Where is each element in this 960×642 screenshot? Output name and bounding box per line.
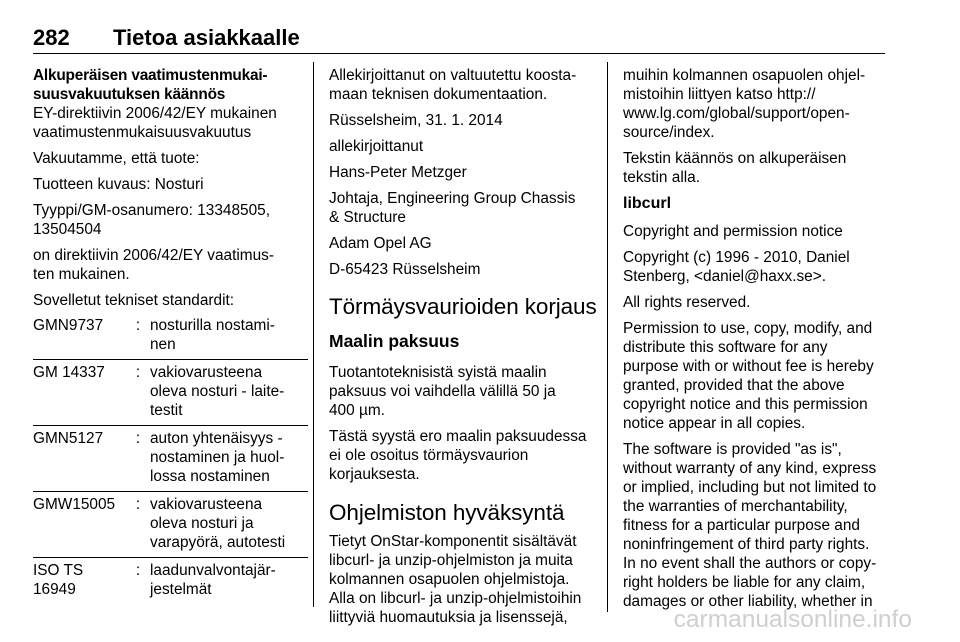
section-heading-collision-repair: Törmäysvaurioiden korjaus	[329, 294, 597, 319]
company-address: D-65423 Rüsselsheim	[329, 261, 481, 278]
standards-intro: Sovelletut tekniset standardit:	[33, 292, 235, 309]
column-divider-1	[313, 62, 314, 607]
company-name: Adam Opel AG	[329, 235, 432, 252]
declaration-heading: Alkuperäisen vaatimustenmukai- suusvakuutuksen käännös	[33, 67, 268, 103]
software-paragraph: Tietyt OnStar-komponentit sisältävät libcurl- ja unzip-ohjelmiston ja muita kolmannen osapuolen ohjelmistoja. Alla on libcurl- ja unzip-ohjelmistoihin liittyviä huomautuksia ja lisenssejä,	[329, 533, 582, 626]
column-2	[329, 66, 604, 634]
copyright-line: Copyright (c) 1996 - 2010, Daniel Stenberg, <daniel@haxx.se>.	[623, 249, 850, 285]
standards-table	[33, 316, 308, 604]
signatory-name: Hans-Peter Metzger	[329, 164, 467, 181]
signatory-label: allekirjoittanut	[329, 138, 424, 155]
conformity-paragraph: on direktiivin 2006/42/EY vaatimus- ten mukainen.	[33, 247, 274, 283]
product-description: Tuotteen kuvaus: Nosturi	[33, 176, 204, 193]
table-row: GMN5127 : auton yhtenäisyys - nostaminen ja huol- lossa nostaminen	[33, 426, 308, 492]
table-row: GMN9737 : nosturilla nostami- nen	[33, 316, 308, 360]
page-header	[33, 24, 885, 54]
permission-paragraph: Permission to use, copy, modify, and distribute this software for any purpose with or without fee is hereby granted, provided that the above copyright notice and this permission notice appear in all copies.	[623, 320, 874, 432]
directive-paragraph: EY-direktiivin 2006/42/EY mukainen vaatimustenmukaisuusvakuutus	[33, 105, 277, 141]
table-row: ISO TS 16949 : laadunvalvontajär- jestelmät	[33, 562, 276, 598]
warranty-paragraph: The software is provided "as is", without warranty of any kind, express or implied, including but not limited to the warranties of merchantability, fitness for a particular purpose and noninfringement of third party rights. In no event shall the authors or copy- right holders be liable for any claim, damages or other liability, whether in	[623, 441, 877, 610]
authorization-paragraph: Allekirjoittanut on valtuutettu koosta- maan teknisen dokumentaation.	[329, 67, 577, 103]
translation-note: Tekstin käännös on alkuperäisen tekstin alla.	[623, 150, 847, 186]
column-3	[623, 66, 891, 618]
place-date: Rüsselsheim, 31. 1. 2014	[329, 112, 503, 129]
column-divider-2	[607, 62, 608, 612]
page-number: 282	[33, 25, 70, 50]
paint-thickness-paragraph: Tuotantoteknisistä syistä maalin paksuus voi vaihdella välillä 50 ja 400 µm.	[329, 364, 556, 419]
signatory-title: Johtaja, Engineering Group Chassis & Structure	[329, 190, 576, 226]
paint-difference-paragraph: Tästä syystä ero maalin paksuudessa ei ole osoitus törmäysvaurion korjauksesta.	[329, 428, 587, 483]
subheading-libcurl: libcurl	[623, 195, 672, 212]
section-heading-software-acknowledgement: Ohjelmiston hyväksyntä	[329, 500, 565, 525]
declare-paragraph: Vakuutamme, että tuote:	[33, 150, 200, 167]
column-1	[33, 66, 308, 604]
table-row: GMW15005 : vakiovarusteena oleva nosturi ja varapyörä, autotesti	[33, 492, 308, 558]
table-row: GM 14337 : vakiovarusteena oleva nosturi - laite- testit	[33, 360, 308, 426]
part-number-paragraph: Tyyppi/GM-osanumero: 13348505, 13504504	[33, 202, 270, 238]
third-party-paragraph: muihin kolmannen osapuolen ohjel- mistoihin liittyen katso http:// www.lg.com/global/support/open- source/index.	[623, 67, 866, 141]
subheading-paint-thickness: Maalin paksuus	[329, 331, 460, 351]
page-title: Tietoa asiakkaalle	[113, 25, 300, 50]
copyright-notice-title: Copyright and permission notice	[623, 223, 843, 240]
rights-reserved: All rights reserved.	[623, 294, 751, 311]
watermark: carmanualsonline.info	[673, 606, 912, 633]
